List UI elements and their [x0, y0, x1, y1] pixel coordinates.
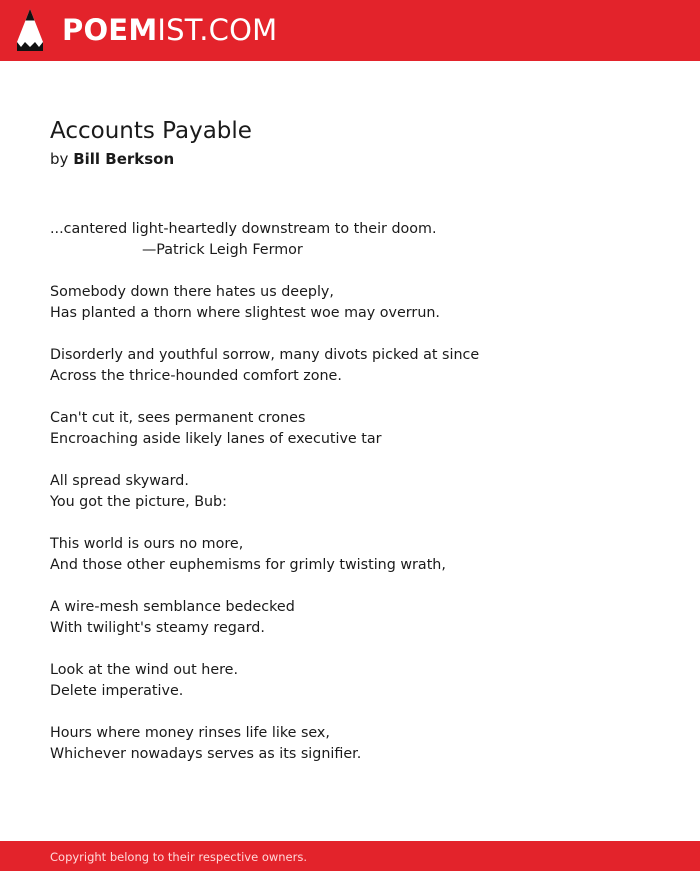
poem-line: Whichever nowadays serves as its signifier.	[50, 746, 362, 762]
stanza-gap	[50, 387, 670, 408]
poem-line: Can't cut it, sees permanent crones	[50, 410, 306, 426]
site-header	[0, 0, 700, 61]
stanza-gap	[50, 261, 670, 282]
pencil-tip-icon[interactable]	[16, 9, 44, 51]
poem-line: With twilight's steamy regard.	[50, 620, 265, 636]
poem-line: Across the thrice-hounded comfort zone.	[50, 368, 342, 384]
by-label: by	[50, 150, 69, 168]
poem-title: Accounts Payable	[50, 118, 252, 144]
stanza-gap	[50, 576, 670, 597]
stanza-gap	[50, 513, 670, 534]
poem-line: Delete imperative.	[50, 683, 184, 699]
poem-line: You got the picture, Bub:	[50, 494, 227, 510]
poem-line: Somebody down there hates us deeply,	[50, 284, 334, 300]
poem-line: And those other euphemisms for grimly twisting wrath,	[50, 557, 446, 573]
poem-line: A wire-mesh semblance bedecked	[50, 599, 295, 615]
logo-bold-text: POEM	[62, 13, 158, 47]
poem-line: All spread skyward.	[50, 473, 189, 489]
stanza-gap	[50, 702, 670, 723]
stanza-gap	[50, 639, 670, 660]
stanza-gap	[50, 450, 670, 471]
poem-author: Bill Berkson	[73, 150, 175, 168]
poem-line: Has planted a thorn where slightest woe may overrun.	[50, 305, 440, 321]
poem-line: Encroaching aside likely lanes of executive tar	[50, 431, 382, 447]
copyright-notice: Copyright belong to their respective owners.	[50, 850, 308, 864]
epigraph-attribution: —Patrick Leigh Fermor	[142, 242, 303, 258]
stanza-gap	[50, 324, 670, 345]
byline	[50, 149, 174, 169]
site-footer	[0, 841, 700, 871]
poem-line: Hours where money rinses life like sex,	[50, 725, 330, 741]
poem-line: This world is ours no more,	[50, 536, 244, 552]
poem-body	[50, 219, 670, 765]
epigraph-quote: ...cantered light-heartedly downstream to their doom.	[50, 221, 437, 237]
logo-light-text: IST.COM	[157, 13, 278, 47]
site-logo[interactable]	[62, 12, 277, 48]
poem-line: Disorderly and youthful sorrow, many divots picked at since	[50, 347, 480, 363]
poem-line: Look at the wind out here.	[50, 662, 239, 678]
